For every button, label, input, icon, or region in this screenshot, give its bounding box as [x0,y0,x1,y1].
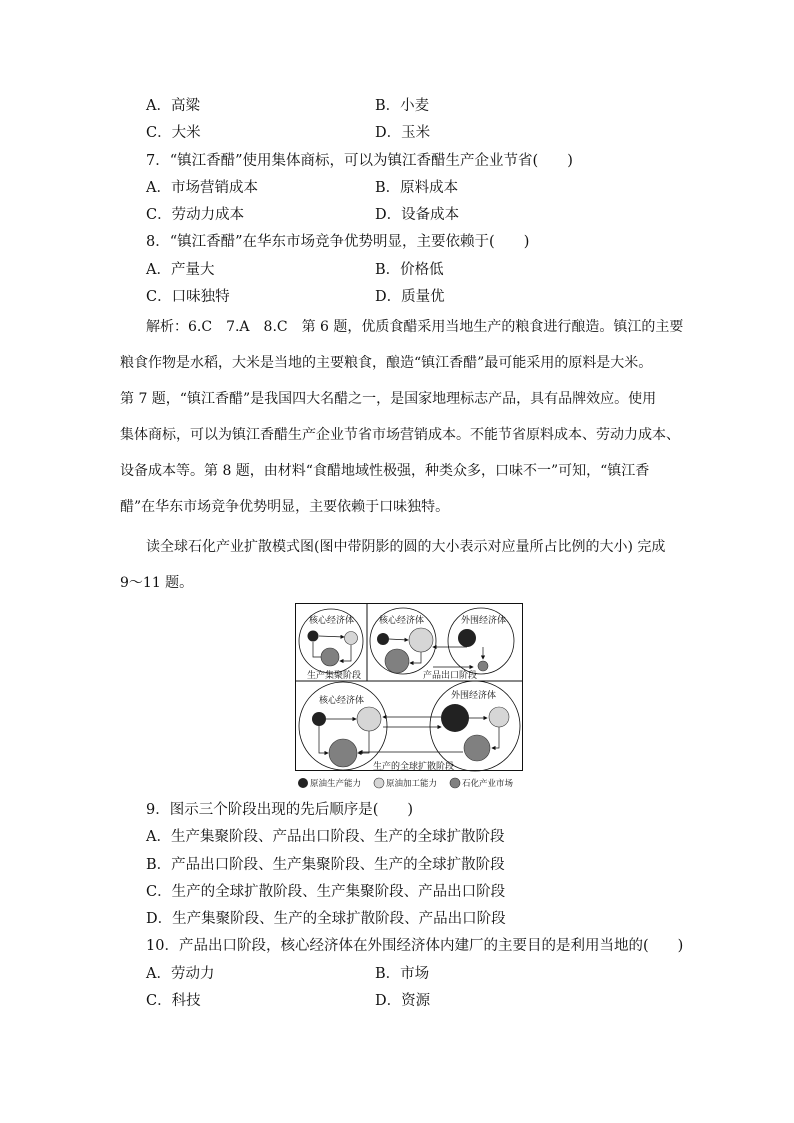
q6-option-a: A．高粱 [146,98,200,114]
stage2-periphery-crude-circle [458,629,476,647]
q7-option-b: B．原料成本 [375,180,459,196]
q8-option-c: C．口味独特 [146,289,230,305]
stage1-label: 生产集聚阶段 [307,671,362,681]
q10-stem: 10．产品出口阶段，核心经济体在外围经济体内建厂的主要目的是利用当地的( ) [146,938,684,954]
q7-option-d: D．设备成本 [375,207,460,223]
legend-crude-swatch [298,778,308,788]
stage1-market-circle [321,648,339,666]
stage3-core-label: 核心经济体 [319,696,365,706]
legend-processing-label: 原油加工能力 [386,779,438,789]
legend-market-swatch [450,778,460,788]
q7-option-c: C．劳动力成本 [146,207,245,223]
analysis-line-6: 醋”在华东市场竞争优势明显，主要依赖于口味独特。 [120,499,450,515]
q6-option-b: B．小麦 [375,98,430,114]
stage1-core-label: 核心经济体 [309,616,355,626]
q8-option-a: A．产量大 [146,262,215,278]
q7-stem: 7．“镇江香醋”使用集体商标，可以为镇江香醋生产企业节省( ) [146,153,573,169]
q8-option-b: B．价格低 [375,262,444,278]
q9-stem: 9．图示三个阶段出现的先后顺序是( ) [146,802,414,818]
stage3-periphery-crude-circle [441,704,469,732]
stage3-market-circle [329,739,357,767]
q9-option-d: D．生产集聚阶段、生产的全球扩散阶段、产品出口阶段 [146,911,506,927]
stage3-periphery-label: 外围经济体 [451,691,497,701]
q7-option-a: A．市场营销成本 [146,180,258,196]
petrochemical-diffusion-figure [295,603,525,789]
stage3-periphery-market-circle [464,735,490,761]
stage1-crude-circle [308,631,319,642]
legend-market-label: 石化产业市场 [462,779,514,789]
q9-option-c: C．生产的全球扩散阶段、生产集聚阶段、产品出口阶段 [146,884,506,900]
q10-option-d: D．资源 [375,993,431,1009]
q10-option-a: A．劳动力 [146,966,215,982]
q10-option-b: B．市场 [375,966,430,982]
analysis-line-3: 第 7 题，“镇江香醋”是我国四大名醋之一，是国家地理标志产品，具有品牌效应。使用 [120,391,657,407]
stage2-periphery-market-circle [478,661,488,671]
q6-option-d: D．玉米 [375,125,431,141]
stage2-label: 产品出口阶段 [423,671,478,681]
intro-line-1: 读全球石化产业扩散模式图(图中带阴影的圆的大小表示对应量所占比例的大小) 完成 [146,539,666,555]
analysis-line-1: 解析：6.C 7.A 8.C 第 6 题，优质食醋采用当地生产的粮食进行酿造。镇江的主要 [146,319,684,335]
stage2-market-circle [385,649,409,673]
q8-option-d: D．质量优 [375,289,445,305]
stage2-periphery-label: 外围经济体 [461,616,507,626]
stage2-crude-circle [377,633,389,645]
stage2-processing-circle [409,628,433,652]
analysis-line-4: 集体商标，可以为镇江香醋生产企业节省市场营销成本。不能节省原料成本、劳动力成本、 [120,427,680,443]
q8-stem: 8．“镇江香醋”在华东市场竞争优势明显，主要依赖于( ) [146,234,530,250]
analysis-line-5: 设备成本等。第 8 题，由材料“食醋地域性极强，种类众多，口味不一”可知，“镇江香 [120,463,650,479]
q9-option-a: A．生产集聚阶段、产品出口阶段、生产的全球扩散阶段 [146,829,505,845]
analysis-line-2: 粮食作物是水稻，大米是当地的主要粮食，酿造“镇江香醋”最可能采用的原料是大米。 [120,355,653,371]
stage3-crude-circle [312,712,326,726]
legend-crude-label: 原油生产能力 [310,779,362,789]
stage2-core-label: 核心经济体 [379,616,425,626]
intro-line-2: 9～11 题。 [120,575,194,591]
stage3-label: 生产的全球扩散阶段 [373,762,455,772]
stage1-processing-circle [345,632,358,645]
legend-processing-swatch [374,778,384,788]
q6-option-c: C．大米 [146,125,201,141]
stage3-processing-circle [357,707,381,731]
q10-option-c: C．科技 [146,993,201,1009]
stage3-periphery-processing-circle [489,707,509,727]
q9-option-b: B．产品出口阶段、生产集聚阶段、生产的全球扩散阶段 [146,857,505,873]
